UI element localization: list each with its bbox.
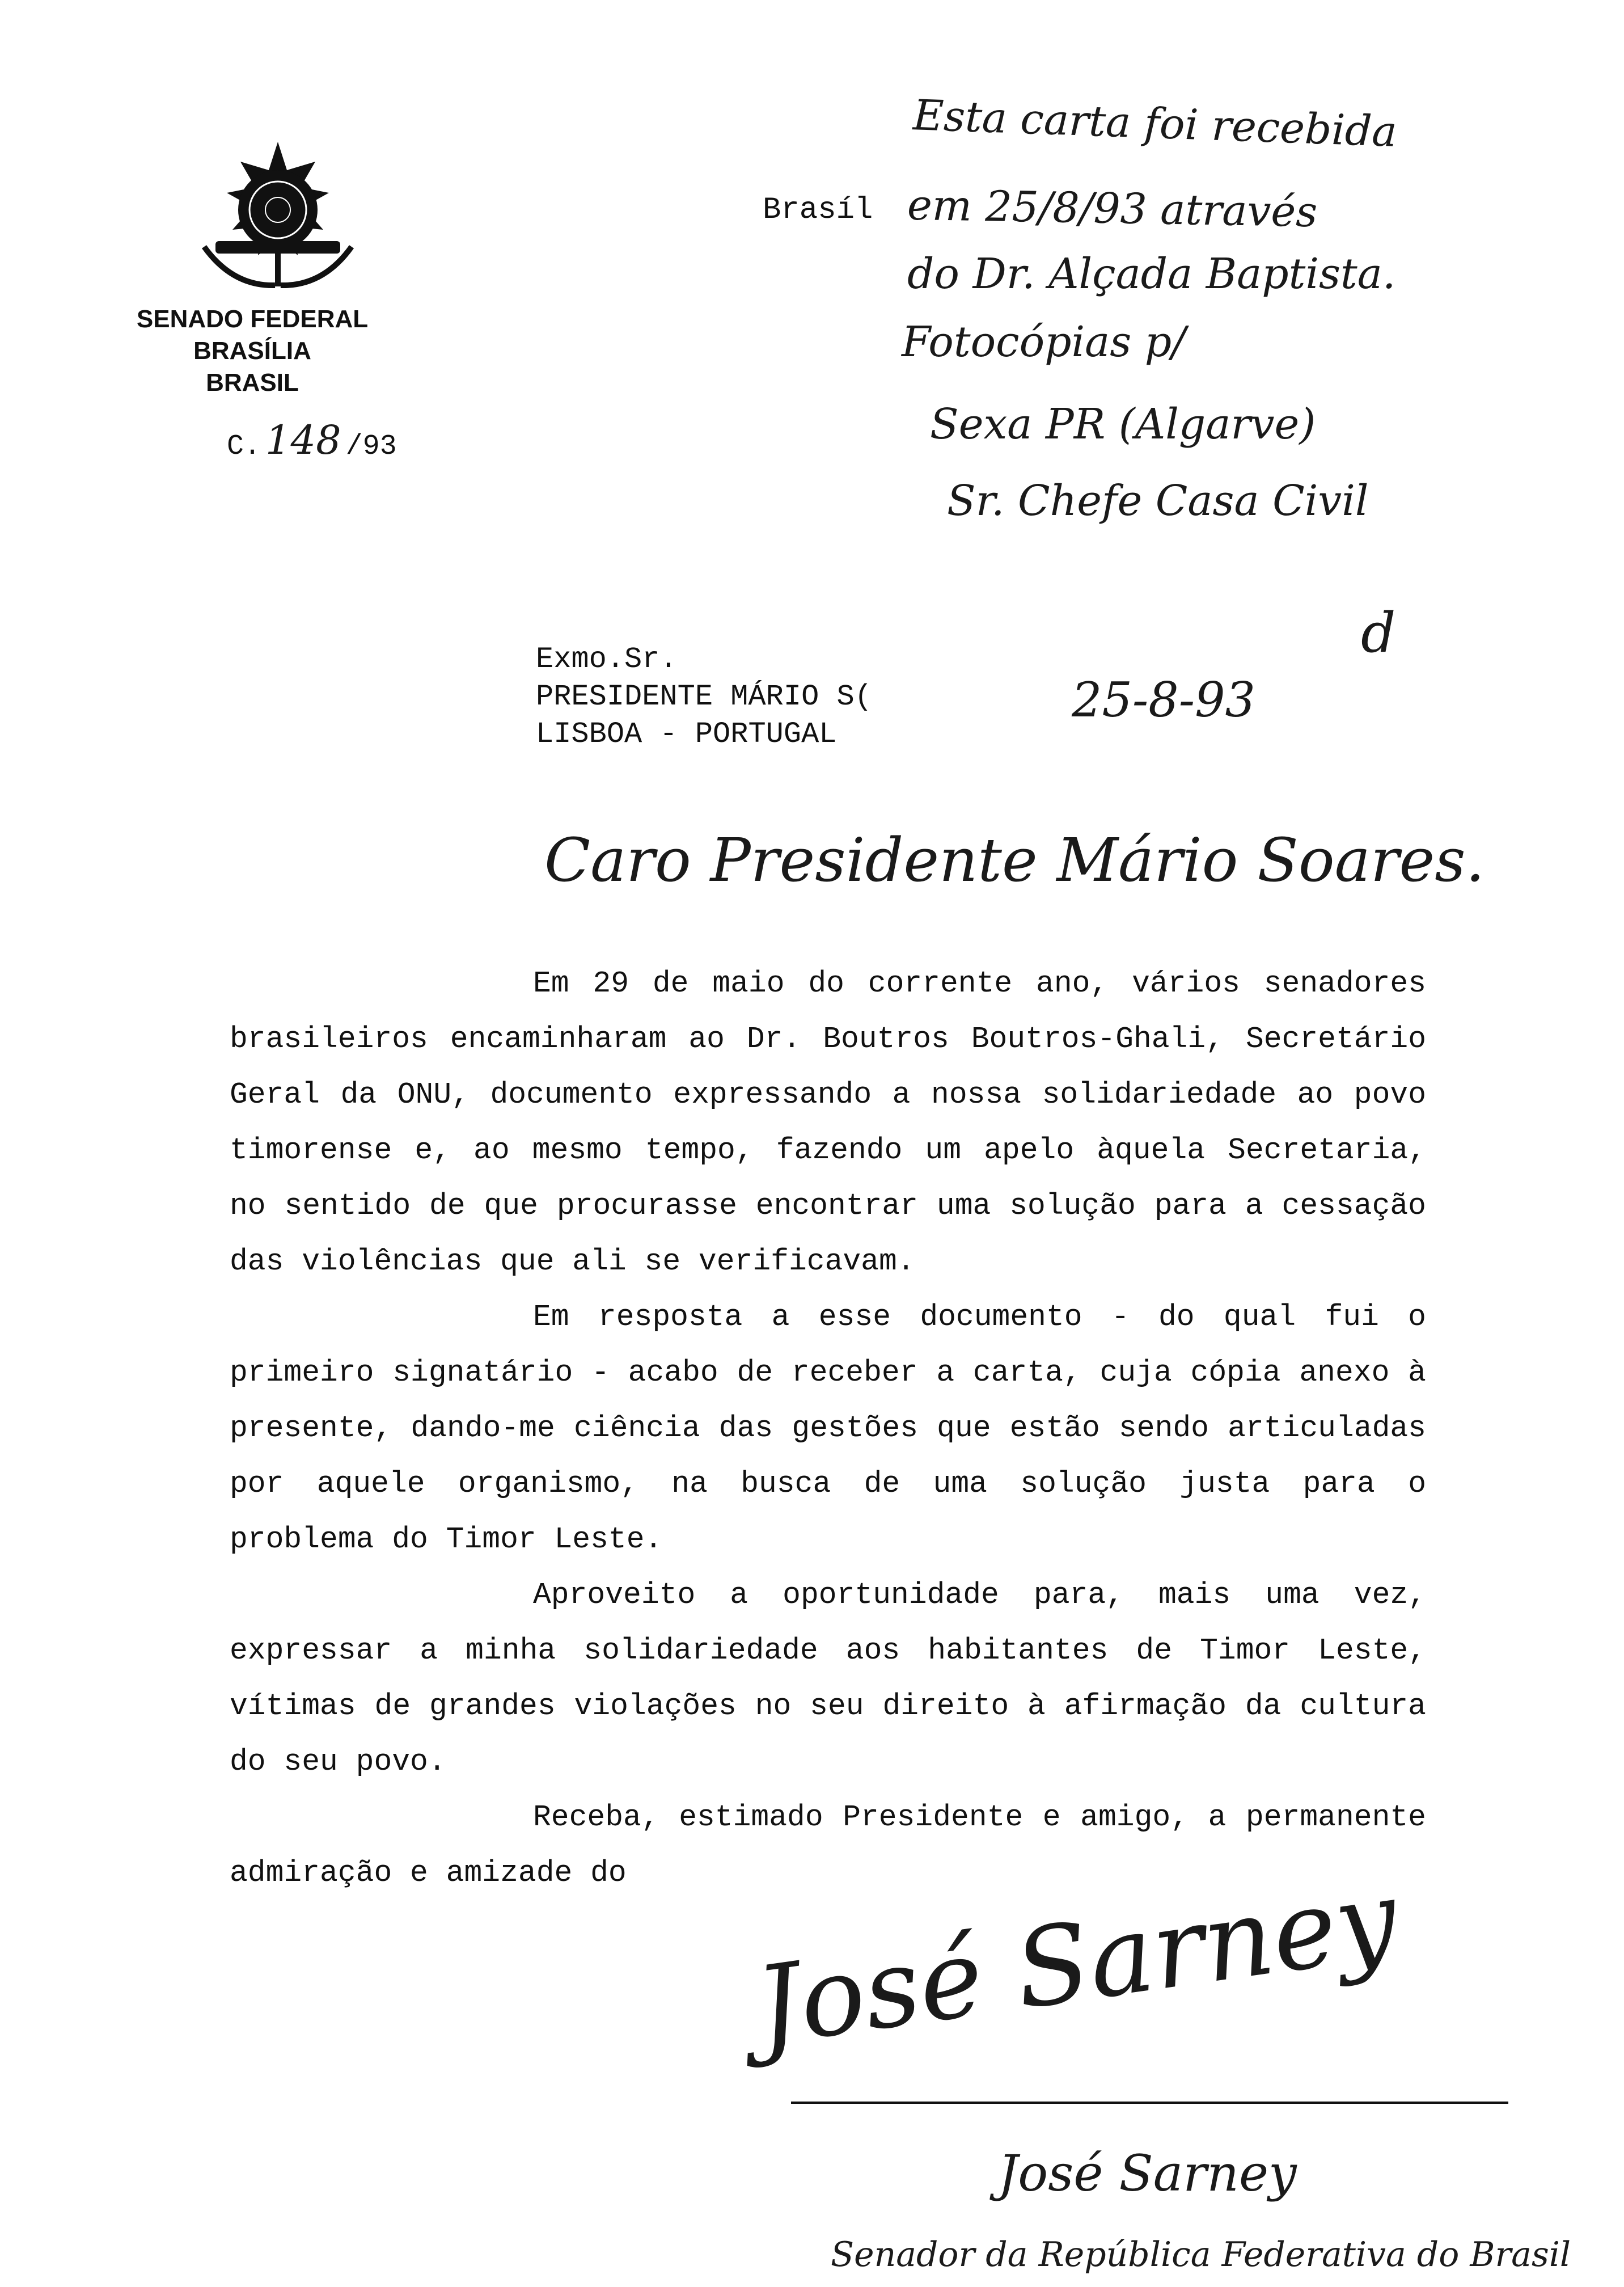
addressee-line: Exmo.Sr. — [536, 643, 678, 676]
signatory-title: Senador da República Federativa do Brasil — [831, 2235, 1571, 2275]
place-date: Brasíl — [763, 193, 873, 227]
reference-number — [227, 417, 397, 463]
signatory-name: José Sarney — [998, 2144, 1297, 2202]
addressee-block — [536, 641, 872, 753]
addressee-line: PRESIDENTE MÁRIO S( — [536, 680, 872, 714]
letterhead-line: BRASIL — [206, 369, 299, 396]
note-line: Sr. Chefe Casa Civil — [947, 476, 1369, 525]
body-paragraph: Receba, estimado Presidente e amigo, a permanente admiração e amizade do — [230, 1800, 1426, 1890]
coat-of-arms-seal — [181, 139, 374, 292]
letterhead-line: BRASÍLIA — [193, 337, 311, 365]
note-line: Esta carta foi recebida — [912, 91, 1398, 157]
handwritten-initial: d — [1361, 601, 1396, 665]
salutation: Caro Presidente Mário Soares. — [544, 825, 1485, 895]
body-paragraph: Em resposta a esse documento - do qual fui o primeiro signatário - acabo de receber a carta, cuja cópia anexo à presente, dando-me ciência das gestões que estão sendo articuladas por aquele organismo, na busca de uma solução justa para o problema do Timor Leste. — [230, 1300, 1426, 1556]
note-line: em 25/8/93 através — [907, 180, 1318, 237]
letter-body — [230, 956, 1426, 1901]
handwritten-signature: José Sarney — [748, 1855, 1405, 2070]
reference-handwritten-number: 148 — [265, 417, 341, 463]
handwritten-date: 25-8-93 — [1072, 672, 1255, 728]
note-line: do Dr. Alçada Baptista. — [907, 250, 1396, 298]
signature-line — [791, 2102, 1508, 2104]
reference-prefix: C. — [227, 431, 261, 463]
letterhead-line: SENADO FEDERAL — [136, 305, 369, 333]
addressee-line: LISBOA - PORTUGAL — [536, 718, 837, 751]
reference-year: /93 — [345, 431, 397, 463]
body-paragraph: Aproveito a oportunidade para, mais uma vez, expressar a minha solidariedade aos habitantes de Timor Leste, vítimas de grandes violações no seu direito à afirmação da cultura do seu povo. — [230, 1578, 1426, 1779]
letterhead — [133, 303, 371, 399]
note-line: Sexa PR (Algarve) — [930, 400, 1316, 449]
note-line: Fotocópias p/ — [902, 318, 1186, 366]
body-paragraph: Em 29 de maio do corrente ano, vários senadores brasileiros encaminharam ao Dr. Boutros Boutros-Ghali, Secretário Geral da ONU, documento expressando a nossa solidariedade ao povo timorense e, ao mesmo tempo, fazendo um apelo àquela Secretaria, no sentido de que procurasse encontrar uma solução para a cessação das violências que ali se verificavam. — [230, 967, 1426, 1278]
